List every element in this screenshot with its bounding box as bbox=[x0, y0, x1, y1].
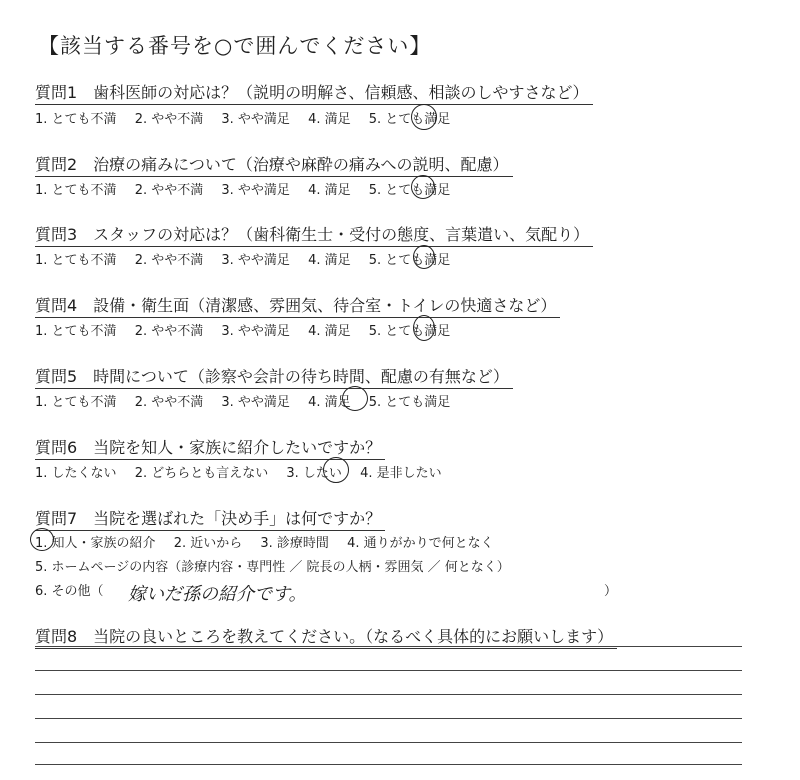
q3-option-3[interactable]: 3. やや満足 bbox=[221, 253, 290, 268]
q4-option-2[interactable]: 2. やや不満 bbox=[134, 324, 204, 339]
question-3-options bbox=[35, 249, 464, 268]
question-2-title: 質問2 治療の痛みについて（治療や麻酔の痛みへの説明、配慮） bbox=[35, 152, 513, 177]
q1-option-4[interactable]: 4. 満足 bbox=[308, 112, 351, 127]
q5-option-1[interactable]: 1. とても不満 bbox=[35, 395, 117, 410]
q7-option-6-close: ） bbox=[604, 584, 618, 599]
answer-line[interactable] bbox=[35, 694, 742, 695]
q3-option-2[interactable]: 2. やや不満 bbox=[134, 253, 204, 268]
q7-option-6-label[interactable]: 6. その他（ bbox=[35, 584, 104, 599]
answer-line[interactable] bbox=[35, 646, 742, 647]
question-4-title: 質問4 設備・衛生面（清潔感、雰囲気、待合室・トイレの快適さなど） bbox=[35, 293, 560, 318]
q7-option-1[interactable]: 1. 知人・家族の紹介 bbox=[35, 536, 156, 551]
q1-answer-circle bbox=[411, 104, 437, 130]
q3-option-4[interactable]: 4. 満足 bbox=[308, 253, 351, 268]
q3-option-5[interactable]: 5. とても満足 bbox=[368, 253, 451, 268]
q7-option-3[interactable]: 3. 診療時間 bbox=[260, 536, 329, 551]
q4-option-5[interactable]: 5. とても満足 bbox=[368, 324, 451, 339]
question-3-title: 質問3 スタッフの対応は？（歯科衛生士・受付の態度、言葉遣い、気配り） bbox=[35, 222, 593, 247]
answer-line[interactable] bbox=[35, 670, 742, 671]
q4-option-4[interactable]: 4. 満足 bbox=[308, 324, 351, 339]
q6-answer-circle bbox=[323, 457, 349, 483]
q6-option-1[interactable]: 1. したくない bbox=[35, 466, 117, 481]
q2-option-4[interactable]: 4. 満足 bbox=[308, 183, 351, 198]
q2-option-5[interactable]: 5. とても満足 bbox=[368, 183, 451, 198]
q7-other-handwritten-answer: 嫁いだ孫の紹介です。 bbox=[128, 584, 307, 605]
q6-option-2[interactable]: 2. どちらとも言えない bbox=[134, 466, 269, 481]
q5-option-3[interactable]: 3. やや満足 bbox=[221, 395, 290, 410]
question-1-title: 質問1 歯科医師の対応は？（説明の明解さ、信頼感、相談のしやすさなど） bbox=[35, 80, 593, 105]
q7-option-2[interactable]: 2. 近いから bbox=[173, 536, 243, 551]
q2-answer-circle bbox=[411, 175, 435, 199]
question-5-title: 質問5 時間について（診察や会計の待ち時間、配慮の有無など） bbox=[35, 364, 513, 389]
question-5-options bbox=[35, 391, 464, 410]
question-8-title: 質問8 当院の良いところを教えてください。（なるべく具体的にお願いします） bbox=[35, 624, 617, 649]
question-7-title: 質問7 当院を選ばれた「決め手」は何ですか？ bbox=[35, 506, 385, 531]
q1-option-3[interactable]: 3. やや満足 bbox=[221, 112, 290, 127]
q7-answer-circle bbox=[30, 528, 54, 551]
question-1-options bbox=[35, 108, 464, 127]
q5-answer-circle bbox=[342, 386, 368, 411]
q4-answer-circle bbox=[413, 315, 435, 341]
answer-line[interactable] bbox=[35, 742, 742, 743]
q5-option-4[interactable]: 4. 満足 bbox=[308, 395, 351, 410]
q2-option-3[interactable]: 3. やや満足 bbox=[221, 183, 290, 198]
q7-option-4[interactable]: 4. 通りがかりで何となく bbox=[347, 536, 494, 551]
q1-option-1[interactable]: 1. とても不満 bbox=[35, 112, 117, 127]
page-heading: 【該当する番号を○で囲んでください】 bbox=[38, 34, 432, 58]
question-4-options bbox=[35, 320, 464, 339]
q4-option-1[interactable]: 1. とても不満 bbox=[35, 324, 117, 339]
q5-option-2[interactable]: 2. やや不満 bbox=[134, 395, 204, 410]
answer-line[interactable] bbox=[35, 718, 742, 719]
q4-option-3[interactable]: 3. やや満足 bbox=[221, 324, 290, 339]
q7-option-5[interactable]: 5. ホームページの内容（診療内容・専門性 ／ 院長の人柄・雰囲気 ／ 何となく） bbox=[35, 560, 510, 575]
q1-option-2[interactable]: 2. やや不満 bbox=[134, 112, 204, 127]
q2-option-2[interactable]: 2. やや不満 bbox=[134, 183, 204, 198]
q6-option-3[interactable]: 3. したい bbox=[286, 466, 342, 481]
question-6-options bbox=[35, 462, 456, 481]
q3-option-1[interactable]: 1. とても不満 bbox=[35, 253, 117, 268]
question-7-options bbox=[35, 532, 508, 551]
q6-option-4[interactable]: 4. 是非したい bbox=[360, 466, 442, 481]
q3-answer-circle bbox=[413, 245, 435, 269]
q1-option-5[interactable]: 5. とても満足 bbox=[368, 112, 451, 127]
q5-option-5[interactable]: 5. とても満足 bbox=[368, 395, 451, 410]
question-2-options bbox=[35, 179, 464, 198]
q2-option-1[interactable]: 1. とても不満 bbox=[35, 183, 117, 198]
answer-line[interactable] bbox=[35, 764, 742, 765]
question-6-title: 質問6 当院を知人・家族に紹介したいですか？ bbox=[35, 435, 385, 460]
